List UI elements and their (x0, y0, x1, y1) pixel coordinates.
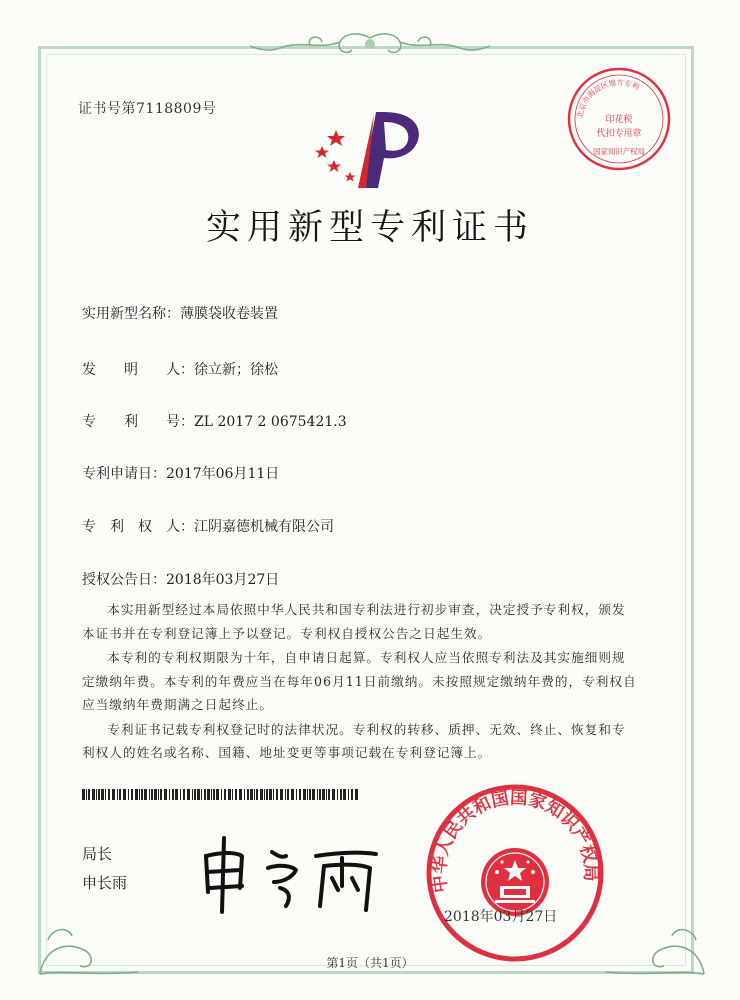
barcode-bar (139, 789, 140, 800)
svg-text:国家知识产权局: 国家知识产权局 (593, 147, 645, 156)
field-application-date (82, 463, 279, 483)
barcode-bar (296, 789, 297, 800)
body-paragraph: 本实用新型经过本局依照中华人民共和国专利法进行初步审查，决定授予专利权，颁发本证书并在专利登记簿上予以登记。专利权自授权公告之日起生效。 (82, 602, 626, 641)
barcode (82, 789, 360, 800)
director-title: 局长 (82, 845, 113, 863)
barcode-bar (135, 789, 138, 800)
barcode-bar (319, 789, 321, 800)
barcode-bar (276, 789, 278, 800)
barcode-bar (232, 789, 233, 800)
barcode-bar (299, 789, 301, 800)
barcode-bar (250, 789, 253, 800)
field-label: 实用新型名称： (82, 306, 180, 322)
barcode-bar (158, 789, 159, 800)
field-patent-number (82, 411, 347, 431)
barcode-bar (101, 789, 104, 800)
barcode-bar (207, 789, 210, 800)
barcode-bar (269, 789, 272, 800)
barcode-bar (328, 789, 330, 800)
barcode-bar (175, 789, 178, 800)
barcode-bar (340, 789, 342, 800)
barcode-bar (117, 789, 118, 800)
barcode-bar (351, 789, 353, 800)
barcode-bar (256, 789, 258, 800)
field-grant-date (82, 569, 279, 589)
field-patentee (82, 516, 334, 536)
barcode-bar (119, 789, 121, 800)
barcode-bar (312, 789, 315, 800)
barcode-bar (254, 789, 255, 800)
barcode-bar (149, 789, 150, 800)
director-signature (192, 826, 392, 916)
barcode-bar (260, 789, 263, 800)
field-value: 江阴嘉德机械有限公司 (194, 519, 334, 535)
barcode-bar (287, 789, 289, 800)
barcode-bar (131, 789, 133, 800)
barcode-bar (187, 789, 190, 800)
barcode-bar (247, 789, 249, 800)
barcode-bar (112, 789, 115, 800)
barcode-bar (239, 789, 242, 800)
barcode-bar (348, 789, 349, 800)
certificate-body (82, 598, 638, 766)
barcode-bar (224, 789, 226, 800)
cnipa-official-seal (424, 782, 606, 964)
barcode-bar (169, 789, 170, 800)
svg-text:北京市海淀区地方专利: 北京市海淀区地方专利 (575, 77, 641, 119)
barcode-bar (266, 789, 268, 800)
top-ornament (240, 30, 500, 70)
barcode-bar (216, 789, 219, 800)
barcode-bar (96, 789, 97, 800)
barcode-bar (332, 789, 335, 800)
barcode-bar (317, 789, 318, 800)
barcode-bar (98, 789, 100, 800)
barcode-bar (154, 789, 157, 800)
field-label: 专利申请日： (82, 466, 166, 482)
barcode-bar (88, 789, 90, 800)
barcode-bar (128, 789, 129, 800)
barcode-bar (164, 789, 167, 800)
barcode-bar (183, 789, 185, 800)
barcode-bar (160, 789, 162, 800)
field-value: 薄膜袋收卷装置 (180, 306, 278, 322)
barcode-bar (264, 789, 265, 800)
barcode-bar (221, 789, 222, 800)
barcode-bar (141, 789, 143, 800)
barcode-bar (144, 789, 147, 800)
tax-stamp-seal (566, 66, 672, 172)
barcode-bar (172, 789, 174, 800)
issue-date: 2018年03月27日 (444, 909, 558, 925)
barcode-bar (194, 789, 196, 800)
certificate-number: 证书号第7118809号 (78, 101, 217, 117)
barcode-bar (180, 789, 181, 800)
field-value: ZL 2017 2 0675421.3 (194, 414, 347, 430)
barcode-bar (82, 789, 85, 800)
barcode-bar (291, 789, 294, 800)
barcode-bar (192, 789, 193, 800)
barcode-bar (309, 789, 311, 800)
field-value: 2017年06月11日 (166, 466, 280, 482)
barcode-bar (213, 789, 215, 800)
barcode-bar (244, 789, 245, 800)
field-value: 2018年03月27日 (166, 572, 280, 588)
svg-text:中华人民共和国国家知识产权局: 中华人民共和国国家知识产权局 (429, 788, 601, 894)
svg-text:代扣专用章: 代扣专用章 (596, 129, 642, 139)
field-inventors (82, 359, 278, 379)
barcode-bar (280, 789, 283, 800)
barcode-bar (204, 789, 206, 800)
barcode-bar (322, 789, 325, 800)
barcode-bar (197, 789, 200, 800)
certificate-title: 实用新型专利证书 (205, 208, 534, 248)
field-label: 授权公告日： (82, 572, 166, 588)
barcode-bar (235, 789, 237, 800)
barcode-bar (307, 789, 308, 800)
barcode-bar (105, 789, 106, 800)
barcode-bar (343, 789, 346, 800)
barcode-bar (108, 789, 110, 800)
barcode-bar (326, 789, 327, 800)
barcode-bar (273, 789, 274, 800)
barcode-bar (303, 789, 306, 800)
field-label: 发 明 人： (82, 362, 194, 378)
barcode-bar (337, 789, 338, 800)
barcode-bar (151, 789, 153, 800)
barcode-bar (211, 789, 212, 800)
barcode-bar (123, 789, 126, 800)
svg-text:印花税: 印花税 (605, 115, 633, 125)
barcode-bar (285, 789, 286, 800)
cnipa-logo (300, 104, 430, 194)
barcode-bar (201, 789, 202, 800)
body-paragraph: 本专利的专利权期限为十年，自申请日起算。专利权人应当依照专利法及其实施细则规定缴纳年费。本专利的年费应当在每年06月11日前缴纳。未按照规定缴纳年费的，专利权自应当缴纳年费期满之日起终止。 (82, 650, 637, 712)
page-footer: 第1页（共1页） (326, 956, 414, 970)
field-value: 徐立新；徐松 (194, 362, 278, 378)
field-utility-model-name (82, 303, 278, 323)
barcode-bar (92, 789, 95, 800)
field-label: 专 利 权 人： (82, 519, 194, 535)
field-label: 专 利 号： (82, 414, 194, 430)
body-paragraph: 专利证书记载专利权登记时的法律状况。专利权的转移、质押、无效、终止、恢复和专利权人的姓名或名称、国籍、地址变更等事项记载在专利登记簿上。 (82, 721, 626, 760)
director-name: 申长雨 (82, 874, 128, 892)
barcode-bar (86, 789, 87, 800)
barcode-bar (228, 789, 231, 800)
barcode-bar (355, 789, 358, 800)
